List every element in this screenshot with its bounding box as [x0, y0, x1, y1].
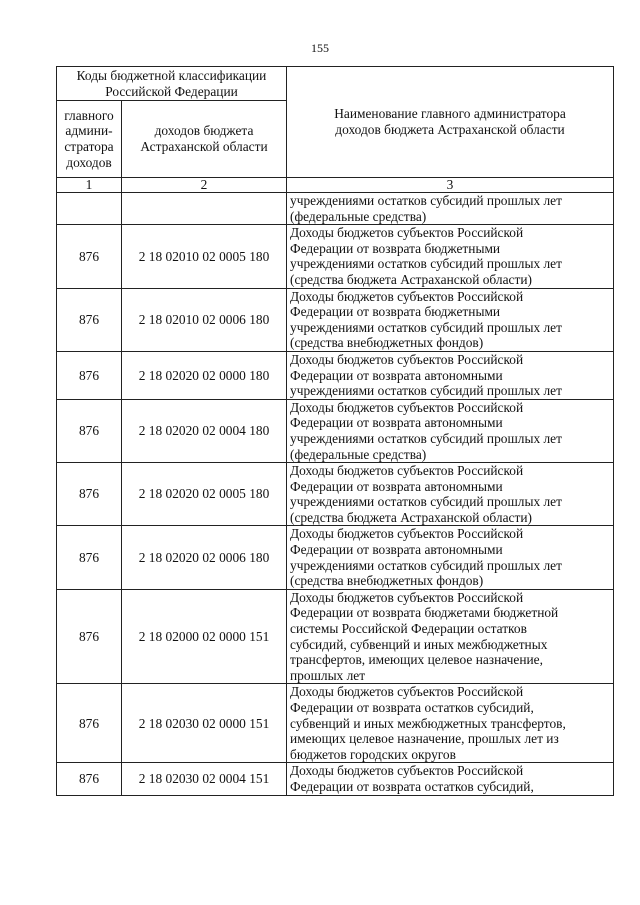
header-group-title-line1: Коды бюджетной классификации	[76, 67, 267, 83]
table-body	[57, 193, 614, 796]
revenue-name-line: субсидий, субвенций и иных межбюджетных	[290, 636, 548, 652]
table-row	[57, 589, 614, 684]
revenue-name-line: Федерации от возврата автономными	[290, 367, 503, 383]
budget-code-cell: 2 18 02030 02 0000 151	[122, 684, 287, 763]
header-col1-line: главного	[64, 107, 114, 123]
revenue-name-line: Федерации от возврата остатков субсидий,	[290, 700, 534, 715]
table-row	[57, 288, 614, 351]
revenue-name-line: системы Российской Федерации остатков	[290, 621, 527, 637]
revenue-name-cell	[287, 526, 614, 589]
admin-code-cell: 876	[57, 526, 122, 589]
header-col3	[287, 67, 614, 178]
table-row	[57, 684, 614, 763]
revenue-name-line: (федеральные средства)	[290, 208, 427, 224]
revenue-name-line: Федерации от возврата остатков субсидий,	[290, 778, 534, 794]
revenue-name-cell	[287, 589, 614, 684]
revenue-name-line: учреждениями остатков субсидий прошлых лет	[290, 319, 562, 335]
header-col2	[122, 101, 287, 178]
admin-code-cell	[57, 193, 122, 225]
header-row-numbers	[57, 178, 614, 193]
revenue-name-line: Федерации от возврата автономными	[290, 478, 503, 494]
revenue-name-line: Доходы бюджетов субъектов Российской	[290, 684, 524, 700]
table-row	[57, 225, 614, 288]
budget-code-cell	[122, 193, 287, 225]
revenue-name-line: Федерации от возврата бюджетами бюджетной	[290, 605, 559, 621]
revenue-name-cell	[287, 193, 614, 225]
revenue-name-line: Доходы бюджетов субъектов Российской	[290, 351, 524, 367]
revenue-name-line: Доходы бюджетов субъектов Российской	[290, 763, 524, 779]
revenue-name-line: Доходы бюджетов субъектов Российской	[290, 589, 524, 605]
revenue-name-line: Доходы бюджетов субъектов Российской	[290, 288, 524, 304]
budget-code-cell: 2 18 02020 02 0004 180	[122, 399, 287, 462]
header-col2-line: доходов бюджета	[154, 123, 254, 139]
revenue-name-line: учреждениями остатков субсидий прошлых лет	[290, 193, 562, 208]
budget-code-cell: 2 18 02030 02 0004 151	[122, 763, 287, 795]
budget-code-cell: 2 18 02020 02 0006 180	[122, 526, 287, 589]
budget-code-cell: 2 18 02010 02 0006 180	[122, 288, 287, 351]
header-col2-line: Астраханской области	[140, 139, 268, 154]
header-col1-line: доходов	[66, 154, 112, 170]
table-row	[57, 763, 614, 795]
header-row-group	[57, 67, 614, 101]
header-col1-line: стратора	[64, 139, 114, 154]
revenue-name-line: учреждениями остатков субсидий прошлых лет	[290, 494, 562, 510]
table-row	[57, 526, 614, 589]
revenue-name-cell	[287, 763, 614, 795]
header-col1	[57, 101, 122, 178]
admin-code-cell: 876	[57, 763, 122, 795]
admin-code-cell: 876	[57, 399, 122, 462]
revenue-name-line: (средства бюджета Астраханской области)	[290, 271, 532, 287]
revenue-name-line: Федерации от возврата автономными	[290, 542, 503, 558]
admin-code-cell: 876	[57, 225, 122, 288]
revenue-name-cell	[287, 684, 614, 763]
revenue-name-line: учреждениями остатков субсидий прошлых лет	[290, 430, 562, 446]
revenue-name-line: бюджетов городских округов	[290, 746, 456, 762]
revenue-name-cell	[287, 225, 614, 288]
revenue-name-line: (средства внебюджетных фондов)	[290, 335, 484, 351]
budget-code-cell: 2 18 02020 02 0005 180	[122, 463, 287, 526]
table-row	[57, 351, 614, 399]
revenue-name-line: учреждениями остатков субсидий прошлых лет	[290, 383, 562, 399]
budget-code-cell: 2 18 02020 02 0000 180	[122, 351, 287, 399]
budget-code-cell: 2 18 02010 02 0005 180	[122, 225, 287, 288]
column-number-1: 1	[57, 178, 122, 193]
admin-code-cell: 876	[57, 351, 122, 399]
admin-code-cell: 876	[57, 589, 122, 684]
revenue-name-line: Доходы бюджетов субъектов Российской	[290, 463, 524, 479]
revenue-name-line: Доходы бюджетов субъектов Российской	[290, 526, 524, 542]
revenue-name-line: субвенций и иных межбюджетных трансфертов,	[290, 715, 566, 731]
header-group-title	[57, 67, 287, 101]
revenue-name-cell	[287, 288, 614, 351]
page-number: 155	[311, 41, 329, 55]
revenue-name-line: (федеральные средства)	[290, 446, 427, 462]
revenue-name-line: Федерации от возврата автономными	[290, 415, 503, 431]
column-number-2: 2	[122, 178, 287, 193]
admin-code-cell: 876	[57, 463, 122, 526]
table-row	[57, 463, 614, 526]
revenue-name-line: Федерации от возврата бюджетными	[290, 240, 501, 256]
revenue-name-line: (средства внебюджетных фондов)	[290, 573, 484, 589]
budget-code-cell: 2 18 02000 02 0000 151	[122, 589, 287, 684]
header-col3-line: доходов бюджета Астраханской области	[335, 122, 565, 137]
table-row	[57, 193, 614, 225]
revenue-name-line: учреждениями остатков субсидий прошлых лет	[290, 256, 562, 272]
table-row	[57, 399, 614, 462]
revenue-name-cell	[287, 463, 614, 526]
revenue-name-cell	[287, 351, 614, 399]
column-number-3: 3	[287, 178, 614, 193]
revenue-name-line: имеющих целевое назначение, прошлых лет из	[290, 731, 559, 747]
budget-classification-table	[56, 66, 614, 796]
revenue-name-line: Доходы бюджетов субъектов Российской	[290, 225, 524, 241]
header-col1-line: админи-	[65, 123, 113, 139]
revenue-name-line: прошлых лет	[290, 667, 366, 683]
revenue-name-line: Доходы бюджетов субъектов Российской	[290, 399, 524, 415]
revenue-name-line: Федерации от возврата бюджетными	[290, 304, 501, 320]
admin-code-cell: 876	[57, 288, 122, 351]
header-group-title-line2: Российской Федерации	[105, 83, 238, 99]
revenue-name-cell	[287, 399, 614, 462]
header-col3-line: Наименование главного администратора	[334, 106, 566, 122]
revenue-name-line: трансфертов, имеющих целевое назначение,	[290, 652, 543, 668]
admin-code-cell: 876	[57, 684, 122, 763]
revenue-name-line: учреждениями остатков субсидий прошлых лет	[290, 557, 562, 573]
revenue-name-line: (средства бюджета Астраханской области)	[290, 509, 532, 525]
